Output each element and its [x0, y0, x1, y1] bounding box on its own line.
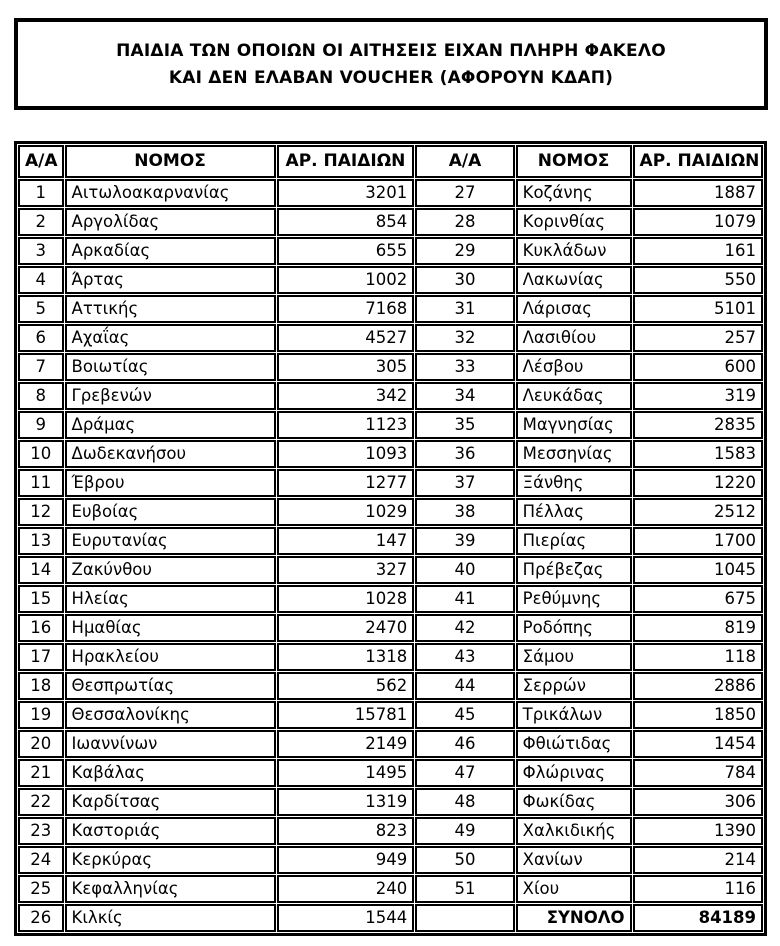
prefecture-cell: Κυκλάδων: [516, 237, 632, 265]
aa-cell: 43: [415, 643, 514, 671]
table-row: [18, 440, 763, 468]
table-row: [18, 730, 763, 758]
children-count-cell: 342: [277, 382, 415, 410]
table-body: [18, 179, 763, 932]
aa-cell: 9: [18, 411, 64, 439]
aa-cell: 51: [415, 875, 514, 903]
aa-cell: 17: [18, 643, 64, 671]
table-row: [18, 382, 763, 410]
table-row: [18, 643, 763, 671]
children-count-cell: 305: [277, 353, 415, 381]
prefecture-cell: Δωδεκανήσου: [65, 440, 276, 468]
prefecture-cell: Θεσπρωτίας: [65, 672, 276, 700]
total-label-cell: ΣΥΝΟΛΟ: [516, 904, 632, 932]
table-row: [18, 527, 763, 555]
children-count-cell: 1318: [277, 643, 415, 671]
children-count-cell: 7168: [277, 295, 415, 323]
prefecture-cell: Ευρυτανίας: [65, 527, 276, 555]
prefecture-cell: Πιερίας: [516, 527, 632, 555]
table-row: [18, 208, 763, 236]
aa-cell: 40: [415, 556, 514, 584]
prefecture-cell: Μεσσηνίας: [516, 440, 632, 468]
children-count-cell: 2470: [277, 614, 415, 642]
aa-cell: 15: [18, 585, 64, 613]
empty-cell: [415, 904, 514, 932]
aa-cell: 1: [18, 179, 64, 207]
aa-cell: 11: [18, 469, 64, 497]
children-count-cell: 5101: [633, 295, 763, 323]
prefecture-cell: Δράμας: [65, 411, 276, 439]
prefecture-cell: Μαγνησίας: [516, 411, 632, 439]
aa-cell: 39: [415, 527, 514, 555]
prefecture-cell: Λακωνίας: [516, 266, 632, 294]
table-row: [18, 556, 763, 584]
prefecture-cell: Ζακύνθου: [65, 556, 276, 584]
children-count-cell: 1002: [277, 266, 415, 294]
children-count-cell: 1454: [633, 730, 763, 758]
table-row: [18, 817, 763, 845]
prefecture-cell: Φθιώτιδας: [516, 730, 632, 758]
prefecture-cell: Κιλκίς: [65, 904, 276, 932]
prefecture-cell: Φωκίδας: [516, 788, 632, 816]
table-row: [18, 875, 763, 903]
children-count-cell: 819: [633, 614, 763, 642]
prefecture-cell: Θεσσαλονίκης: [65, 701, 276, 729]
children-count-cell: 550: [633, 266, 763, 294]
prefecture-cell: Λέσβου: [516, 353, 632, 381]
prefecture-cell: Λάρισας: [516, 295, 632, 323]
children-count-cell: 214: [633, 846, 763, 874]
prefecture-cell: Αττικής: [65, 295, 276, 323]
aa-cell: 22: [18, 788, 64, 816]
aa-cell: 44: [415, 672, 514, 700]
children-count-cell: 949: [277, 846, 415, 874]
table-row: [18, 759, 763, 787]
aa-cell: 25: [18, 875, 64, 903]
aa-cell: 27: [415, 179, 514, 207]
header-nomos-left: ΝΟΜΟΣ: [65, 145, 276, 178]
prefecture-cell: Αιτωλοακαρνανίας: [65, 179, 276, 207]
aa-cell: 37: [415, 469, 514, 497]
table-row: [18, 672, 763, 700]
children-count-cell: 1029: [277, 498, 415, 526]
prefecture-cell: Βοιωτίας: [65, 353, 276, 381]
children-count-cell: 2886: [633, 672, 763, 700]
prefecture-cell: Χαλκιδικής: [516, 817, 632, 845]
children-count-cell: 319: [633, 382, 763, 410]
children-count-cell: 2149: [277, 730, 415, 758]
children-count-cell: 161: [633, 237, 763, 265]
aa-cell: 41: [415, 585, 514, 613]
aa-cell: 35: [415, 411, 514, 439]
table-row: [18, 179, 763, 207]
prefecture-cell: Αρκαδίας: [65, 237, 276, 265]
children-count-cell: 1079: [633, 208, 763, 236]
aa-cell: 10: [18, 440, 64, 468]
table-row: [18, 498, 763, 526]
prefecture-cell: Λασιθίου: [516, 324, 632, 352]
prefecture-cell: Έβρου: [65, 469, 276, 497]
aa-cell: 21: [18, 759, 64, 787]
title-line-2: ΚΑΙ ΔΕΝ ΕΛΑΒΑΝ VOUCHER (ΑΦΟΡΟΥΝ ΚΔΑΠ): [168, 68, 614, 89]
table-row: [18, 411, 763, 439]
children-count-cell: 15781: [277, 701, 415, 729]
prefecture-children-table: [14, 141, 767, 936]
children-count-cell: 784: [633, 759, 763, 787]
aa-cell: 2: [18, 208, 64, 236]
prefecture-cell: Ευβοίας: [65, 498, 276, 526]
aa-cell: 45: [415, 701, 514, 729]
aa-cell: 5: [18, 295, 64, 323]
prefecture-cell: Σάμου: [516, 643, 632, 671]
children-count-cell: 562: [277, 672, 415, 700]
prefecture-cell: Κερκύρας: [65, 846, 276, 874]
aa-cell: 49: [415, 817, 514, 845]
children-count-cell: 1319: [277, 788, 415, 816]
table-row: [18, 701, 763, 729]
table-row: [18, 237, 763, 265]
aa-cell: 6: [18, 324, 64, 352]
header-count-right: ΑΡ. ΠΑΙΔΙΩΝ: [633, 145, 763, 178]
aa-cell: 23: [18, 817, 64, 845]
prefecture-cell: Σερρών: [516, 672, 632, 700]
children-count-cell: 2512: [633, 498, 763, 526]
children-count-cell: 240: [277, 875, 415, 903]
prefecture-cell: Καστοριάς: [65, 817, 276, 845]
prefecture-cell: Κοζάνης: [516, 179, 632, 207]
children-count-cell: 1700: [633, 527, 763, 555]
children-count-cell: 1390: [633, 817, 763, 845]
children-count-cell: 1277: [277, 469, 415, 497]
prefecture-cell: Χανίων: [516, 846, 632, 874]
aa-cell: 12: [18, 498, 64, 526]
children-count-cell: 116: [633, 875, 763, 903]
table-header-row: [18, 145, 763, 178]
prefecture-cell: Ροδόπης: [516, 614, 632, 642]
aa-cell: 46: [415, 730, 514, 758]
prefecture-cell: Κορινθίας: [516, 208, 632, 236]
prefecture-cell: Πέλλας: [516, 498, 632, 526]
aa-cell: 18: [18, 672, 64, 700]
aa-cell: 33: [415, 353, 514, 381]
prefecture-cell: Τρικάλων: [516, 701, 632, 729]
aa-cell: 29: [415, 237, 514, 265]
aa-cell: 16: [18, 614, 64, 642]
children-count-cell: 1583: [633, 440, 763, 468]
children-count-cell: 2835: [633, 411, 763, 439]
title-box: [14, 18, 768, 110]
prefecture-cell: Καβάλας: [65, 759, 276, 787]
prefecture-cell: Λευκάδας: [516, 382, 632, 410]
prefecture-cell: Φλώρινας: [516, 759, 632, 787]
children-count-cell: 854: [277, 208, 415, 236]
children-count-cell: 655: [277, 237, 415, 265]
aa-cell: 19: [18, 701, 64, 729]
prefecture-cell: Ηλείας: [65, 585, 276, 613]
prefecture-cell: Χίου: [516, 875, 632, 903]
header-aa-left: Α/Α: [18, 145, 64, 178]
prefecture-cell: Ηρακλείου: [65, 643, 276, 671]
table-row: [18, 614, 763, 642]
aa-cell: 50: [415, 846, 514, 874]
table-row: [18, 295, 763, 323]
aa-cell: 47: [415, 759, 514, 787]
children-count-cell: 1887: [633, 179, 763, 207]
prefecture-cell: Πρέβεζας: [516, 556, 632, 584]
children-count-cell: 327: [277, 556, 415, 584]
table-row: [18, 904, 763, 932]
children-count-cell: 600: [633, 353, 763, 381]
table-row: [18, 788, 763, 816]
prefecture-cell: Ιωαννίνων: [65, 730, 276, 758]
header-nomos-right: ΝΟΜΟΣ: [516, 145, 632, 178]
aa-cell: 32: [415, 324, 514, 352]
prefecture-cell: Ημαθίας: [65, 614, 276, 642]
children-count-cell: 823: [277, 817, 415, 845]
prefecture-cell: Ξάνθης: [516, 469, 632, 497]
children-count-cell: 147: [277, 527, 415, 555]
children-count-cell: 1850: [633, 701, 763, 729]
table-row: [18, 846, 763, 874]
aa-cell: 36: [415, 440, 514, 468]
aa-cell: 34: [415, 382, 514, 410]
children-count-cell: 1544: [277, 904, 415, 932]
aa-cell: 26: [18, 904, 64, 932]
aa-cell: 30: [415, 266, 514, 294]
prefecture-cell: Αργολίδας: [65, 208, 276, 236]
aa-cell: 42: [415, 614, 514, 642]
aa-cell: 24: [18, 846, 64, 874]
children-count-cell: 306: [633, 788, 763, 816]
children-count-cell: 1123: [277, 411, 415, 439]
aa-cell: 14: [18, 556, 64, 584]
children-count-cell: 118: [633, 643, 763, 671]
prefecture-cell: Άρτας: [65, 266, 276, 294]
prefecture-cell: Αχαΐας: [65, 324, 276, 352]
aa-cell: 38: [415, 498, 514, 526]
table-row: [18, 353, 763, 381]
children-count-cell: 4527: [277, 324, 415, 352]
prefecture-cell: Κεφαλληνίας: [65, 875, 276, 903]
prefecture-cell: Ρεθύμνης: [516, 585, 632, 613]
aa-cell: 7: [18, 353, 64, 381]
children-count-cell: 1028: [277, 585, 415, 613]
table-row: [18, 469, 763, 497]
children-count-cell: 257: [633, 324, 763, 352]
header-count-left: ΑΡ. ΠΑΙΔΙΩΝ: [277, 145, 415, 178]
aa-cell: 3: [18, 237, 64, 265]
children-count-cell: 1045: [633, 556, 763, 584]
prefecture-cell: Καρδίτσας: [65, 788, 276, 816]
aa-cell: 13: [18, 527, 64, 555]
header-aa-right: Α/Α: [415, 145, 514, 178]
children-count-cell: 1093: [277, 440, 415, 468]
aa-cell: 20: [18, 730, 64, 758]
children-count-cell: 1495: [277, 759, 415, 787]
total-value-cell: 84189: [633, 904, 763, 932]
table-row: [18, 266, 763, 294]
aa-cell: 4: [18, 266, 64, 294]
aa-cell: 48: [415, 788, 514, 816]
aa-cell: 31: [415, 295, 514, 323]
table-row: [18, 585, 763, 613]
table-row: [18, 324, 763, 352]
title-line-1: ΠΑΙΔΙΑ ΤΩΝ ΟΠΟΙΩΝ ΟΙ ΑΙΤΗΣΕΙΣ ΕΙΧΑΝ ΠΛΗΡΗ ΦΑΚΕΛΟ: [116, 41, 666, 61]
aa-cell: 28: [415, 208, 514, 236]
children-count-cell: 3201: [277, 179, 415, 207]
children-count-cell: 675: [633, 585, 763, 613]
children-count-cell: 1220: [633, 469, 763, 497]
prefecture-cell: Γρεβενών: [65, 382, 276, 410]
aa-cell: 8: [18, 382, 64, 410]
